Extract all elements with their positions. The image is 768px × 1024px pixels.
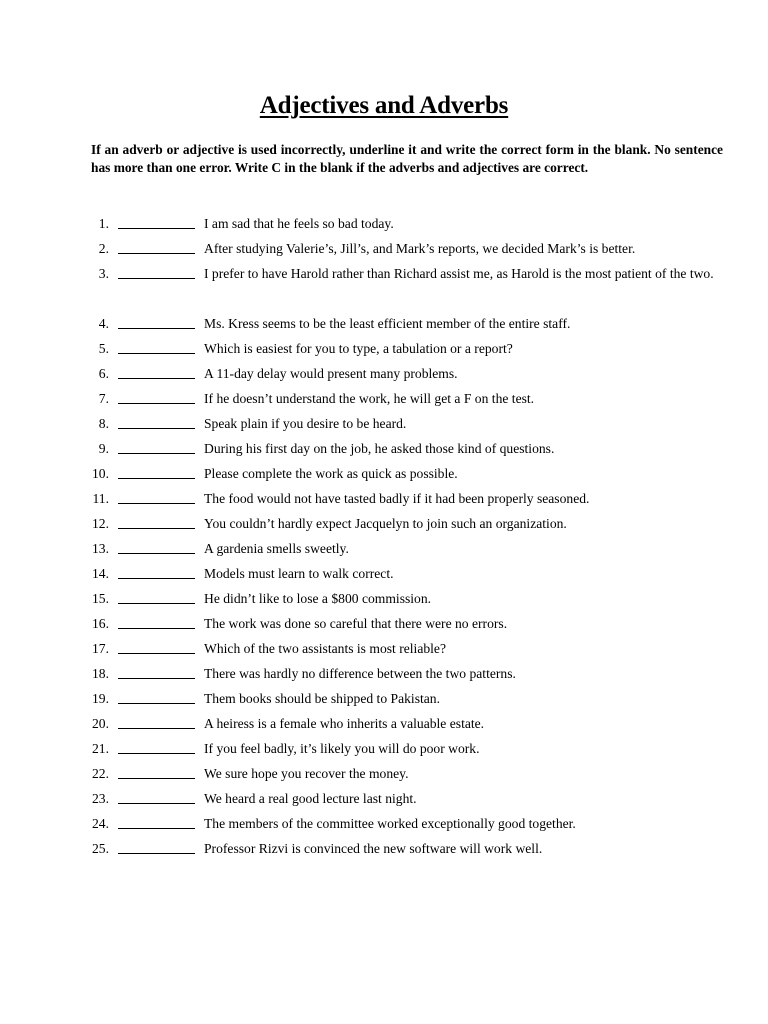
list-item [0,536,768,561]
list-item [0,711,768,736]
item-number: 17. [92,641,109,656]
list-item [0,411,768,436]
instructions: If an adverb or adjective is used incorrectly, underline it and write the correct form in the blank. No sentence has more than one error. Write C in the blank if the adverbs and adjectives are correct. [91,142,723,175]
exercise-list [0,211,768,861]
list-item [0,811,768,836]
answer-blank[interactable] [118,753,195,754]
item-number: 23. [92,791,109,806]
answer-blank[interactable] [118,478,195,479]
item-sentence: A gardenia smells sweetly. [204,541,349,556]
item-number: 3. [98,266,109,281]
answer-blank[interactable] [118,253,195,254]
list-item [0,261,768,311]
answer-blank[interactable] [118,653,195,654]
item-number: 14. [92,566,109,581]
item-number: 22. [92,766,109,781]
item-number: 15. [92,591,109,606]
item-number: 21. [92,741,109,756]
answer-blank[interactable] [118,453,195,454]
item-number: 24. [92,816,109,831]
item-sentence: He didn’t like to lose a $800 commission. [204,591,432,606]
list-item [0,586,768,611]
answer-blank[interactable] [118,278,195,279]
item-number: 1. [98,216,109,231]
list-item [0,761,768,786]
answer-blank[interactable] [118,503,195,504]
item-sentence: I am sad that he feels so bad today. [204,216,394,231]
item-sentence: A 11-day delay would present many problems. [204,366,458,381]
answer-blank[interactable] [118,803,195,804]
answer-blank[interactable] [118,778,195,779]
answer-blank[interactable] [118,378,195,379]
list-item [0,636,768,661]
answer-blank[interactable] [118,403,195,404]
item-number: 8. [98,416,109,431]
list-item [0,211,768,236]
item-sentence: Professor Rizvi is convinced the new software will work well. [204,841,543,856]
item-number: 5. [98,341,109,356]
item-sentence: Models must learn to walk correct. [204,566,394,581]
page-title: Adjectives and Adverbs [259,92,509,119]
list-item [0,361,768,386]
item-sentence: There was hardly no difference between the two patterns. [204,666,516,681]
list-item [0,661,768,686]
answer-blank[interactable] [118,603,195,604]
list-item [0,336,768,361]
item-number: 25. [92,841,109,856]
item-sentence: Please complete the work as quick as possible. [204,466,458,481]
item-sentence: After studying Valerie’s, Jill’s, and Mark’s reports, we decided Mark’s is better. [204,241,636,256]
item-sentence: You couldn’t hardly expect Jacquelyn to join such an organization. [204,516,567,531]
list-item [0,611,768,636]
item-number: 20. [92,716,109,731]
item-sentence: We sure hope you recover the money. [204,766,409,781]
item-number: 18. [92,666,109,681]
answer-blank[interactable] [118,728,195,729]
list-item [0,461,768,486]
item-number: 11. [92,491,109,506]
item-sentence: Them books should be shipped to Pakistan. [204,691,440,706]
item-sentence: During his first day on the job, he asked those kind of questions. [204,441,555,456]
list-item [0,386,768,411]
item-number: 2. [98,241,109,256]
answer-blank[interactable] [118,328,195,329]
item-sentence: A heiress is a female who inherits a valuable estate. [204,716,485,731]
answer-blank[interactable] [118,353,195,354]
item-sentence: The food would not have tasted badly if it had been properly seasoned. [204,491,590,506]
list-item [0,511,768,536]
item-sentence: The members of the committee worked exceptionally good together. [204,816,576,831]
list-item [0,311,768,336]
item-number: 13. [92,541,109,556]
answer-blank[interactable] [118,528,195,529]
list-item [0,686,768,711]
item-number: 19. [92,691,109,706]
item-number: 6. [98,366,109,381]
item-sentence: If you feel badly, it’s likely you will do poor work. [204,741,480,756]
answer-blank[interactable] [118,678,195,679]
item-sentence: If he doesn’t understand the work, he will get a F on the test. [204,391,535,406]
list-item [0,486,768,511]
item-number: 16. [92,616,109,631]
item-sentence: Which is easiest for you to type, a tabulation or a report? [204,341,513,356]
answer-blank[interactable] [118,853,195,854]
item-sentence: Which of the two assistants is most reliable? [204,641,446,656]
item-number: 7. [98,391,109,406]
answer-blank[interactable] [118,628,195,629]
list-item [0,836,768,861]
answer-blank[interactable] [118,828,195,829]
item-number: 4. [98,316,109,331]
item-number: 9. [98,441,109,456]
answer-blank[interactable] [118,703,195,704]
item-sentence: Speak plain if you desire to be heard. [204,416,407,431]
list-item [0,736,768,761]
item-sentence: Ms. Kress seems to be the least efficient member of the entire staff. [204,316,571,331]
answer-blank[interactable] [118,553,195,554]
list-item [0,236,768,261]
item-number: 10. [92,466,109,481]
item-number: 12. [92,516,109,531]
answer-blank[interactable] [118,578,195,579]
item-sentence: We heard a real good lecture last night. [204,791,417,806]
item-sentence: The work was done so careful that there were no errors. [204,616,508,631]
answer-blank[interactable] [118,428,195,429]
list-item [0,786,768,811]
answer-blank[interactable] [118,228,195,229]
list-item [0,436,768,461]
item-sentence: I prefer to have Harold rather than Richard assist me, as Harold is the most patient of the two. [204,266,714,281]
list-item [0,561,768,586]
